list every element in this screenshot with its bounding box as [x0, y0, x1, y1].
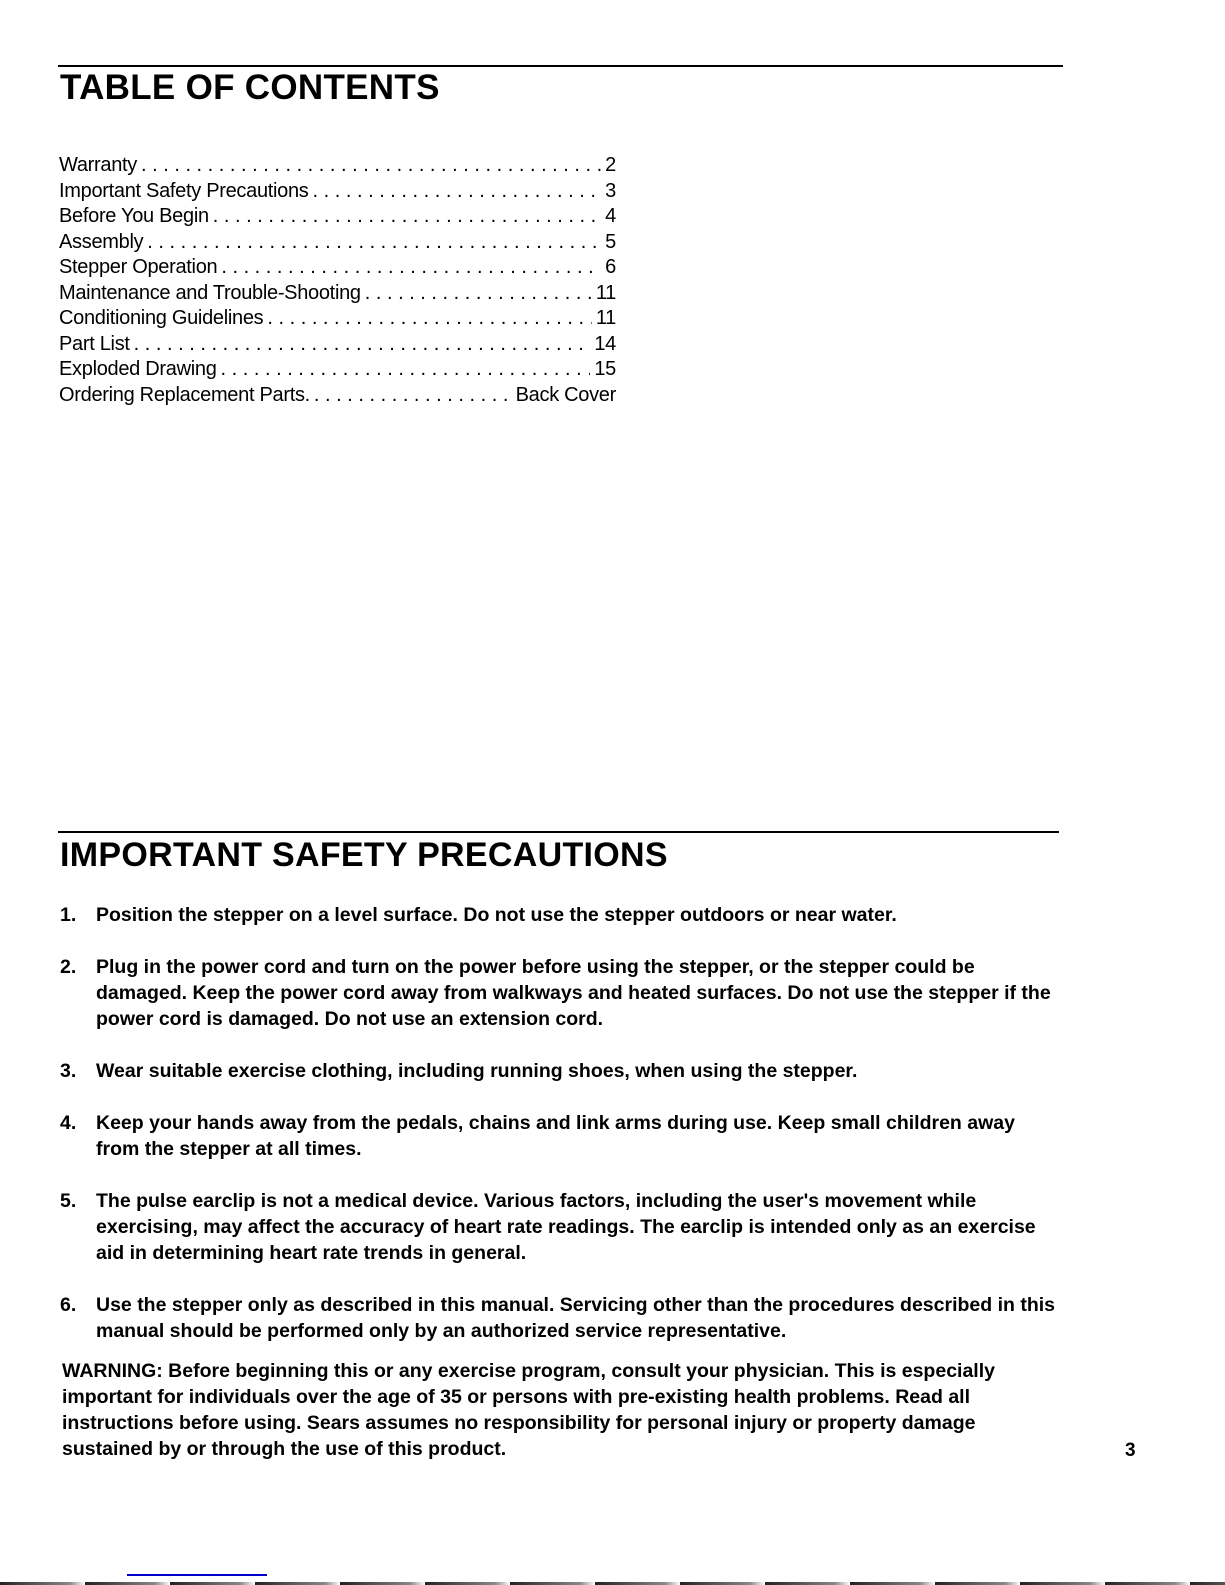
item-number: 5. — [60, 1190, 77, 1212]
safety-item — [60, 1110, 1060, 1162]
toc-entry[interactable] — [59, 204, 616, 230]
safety-item — [60, 1292, 1060, 1344]
toc-entry-page: 4 — [605, 205, 616, 227]
toc-entry[interactable] — [59, 153, 616, 179]
toc-entry-label: Part List — [59, 332, 130, 355]
toc-entry[interactable] — [59, 255, 616, 281]
toc-entry-page: 2 — [605, 154, 616, 176]
toc-entry-page: 14 — [594, 332, 616, 355]
toc-entry[interactable] — [59, 357, 616, 383]
item-number: 2. — [60, 956, 77, 978]
dot-leader — [141, 153, 601, 179]
dot-leader — [134, 332, 591, 358]
toc-entry-label: Ordering Replacement Parts. — [59, 383, 310, 406]
toc-entry-page: 11 — [595, 307, 616, 329]
toc-entry-page: 3 — [605, 179, 616, 202]
item-number: 3. — [60, 1060, 77, 1082]
toc-entry-page: 11 — [595, 281, 616, 304]
page-number: 3 — [1125, 1440, 1136, 1461]
dot-leader — [221, 255, 601, 281]
toc-entry-label: Maintenance and Trouble-Shooting — [59, 281, 361, 304]
safety-title: IMPORTANT SAFETY PRECAUTIONS — [60, 836, 668, 874]
item-number: 4. — [60, 1112, 77, 1134]
toc-entry[interactable] — [59, 383, 616, 409]
toc-entry[interactable] — [59, 332, 616, 358]
dot-leader — [221, 357, 591, 383]
dot-leader — [365, 281, 592, 307]
item-text: Keep your hands away from the pedals, chains and link arms during use. Keep small children away from the stepper at all times. — [96, 1112, 1015, 1160]
toc-entry-page: Back Cover — [515, 383, 616, 406]
toc-entry-label: Exploded Drawing — [59, 358, 217, 380]
safety-item — [60, 902, 1060, 928]
item-text: Wear suitable exercise clothing, including running shoes, when using the stepper. — [96, 1060, 858, 1082]
toc-list — [59, 153, 616, 408]
toc-title: TABLE OF CONTENTS — [60, 68, 440, 107]
item-number: 6. — [60, 1294, 77, 1316]
dot-leader — [147, 230, 601, 256]
toc-entry[interactable] — [59, 306, 616, 332]
item-text: Position the stepper on a level surface. Do not use the stepper outdoors or near water. — [96, 904, 897, 926]
toc-entry[interactable] — [59, 179, 616, 205]
link-underline — [127, 1574, 267, 1576]
safety-item — [60, 954, 1060, 1032]
toc-entry-page: 5 — [605, 230, 616, 253]
toc-entry[interactable] — [59, 281, 616, 307]
safety-item — [60, 1188, 1060, 1266]
toc-entry-label: Important Safety Precautions — [59, 179, 309, 202]
dot-leader — [267, 306, 591, 332]
warning-text: WARNING: Before beginning this or any exercise program, consult your physician. This is especially important for individuals over the age of 35 or persons with pre-existing health problems. Read all instructions before using. Sears assumes no responsibility for personal injury or property damage sustained by or through the use of this product. — [62, 1360, 995, 1460]
safety-item — [60, 1058, 1060, 1084]
safety-rule — [58, 831, 1059, 833]
toc-rule — [58, 65, 1063, 67]
dot-leader — [313, 179, 602, 205]
toc-entry-label: Stepper Operation — [59, 256, 218, 278]
toc-entry-page: 15 — [594, 358, 616, 380]
item-text: The pulse earclip is not a medical device. Various factors, including the user's movement while exercising, may affect the accuracy of heart rate readings. The earclip is intended only as an exercise aid in determining heart rate trends in general. — [96, 1190, 1036, 1264]
toc-entry-label: Warranty — [59, 154, 137, 176]
item-number: 1. — [60, 904, 77, 926]
item-text: Plug in the power cord and turn on the power before using the stepper, or the stepper could be damaged. Keep the power cord away from walkways and heated surfaces. Do not use the stepper if the power cord is damaged. Do not use an extension cord. — [96, 956, 1051, 1030]
toc-entry-label: Assembly — [59, 230, 144, 253]
dot-leader — [314, 383, 512, 409]
item-text: Use the stepper only as described in this manual. Servicing other than the procedures described in this manual should be performed only by an authorized service representative. — [96, 1294, 1055, 1342]
toc-entry-label: Before You Begin — [59, 205, 209, 227]
safety-list — [60, 902, 1060, 1370]
toc-entry[interactable] — [59, 230, 616, 256]
toc-entry-label: Conditioning Guidelines — [59, 307, 264, 329]
toc-entry-page: 6 — [605, 256, 616, 278]
dot-leader — [213, 204, 601, 230]
